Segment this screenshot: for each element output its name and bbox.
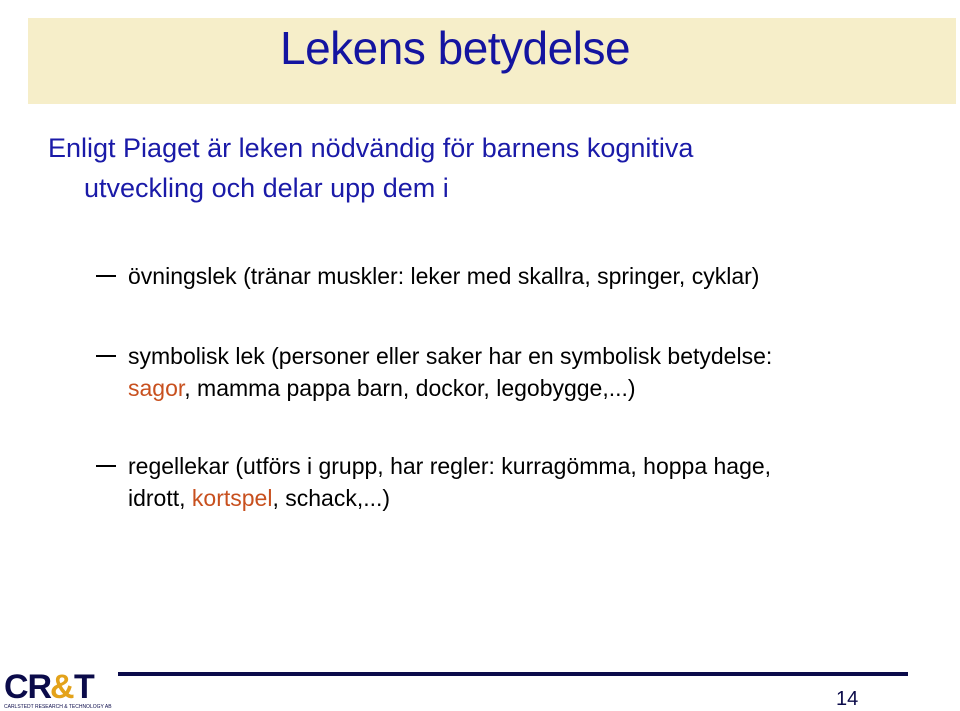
bullet-symbolisk-lek	[96, 340, 936, 404]
bullet-text-line-2	[96, 372, 936, 404]
svg-text:CARLSTEDT RESEARCH & TECHNOLOG: CARLSTEDT RESEARCH & TECHNOLOGY AB	[4, 704, 112, 710]
dash-bullet-icon	[96, 355, 116, 357]
intro-line-1: Enligt Piaget är leken nödvändig för barnens kognitiva	[48, 133, 694, 163]
bullet-regellekar	[96, 450, 936, 514]
dash-bullet-icon	[96, 275, 116, 277]
bullet-text-rest: , schack,...)	[272, 485, 391, 511]
crt-logo	[2, 666, 112, 710]
svg-text:T: T	[74, 668, 95, 706]
bullet-text: övningslek (tränar muskler: leker med skallra, springer, cyklar)	[128, 263, 760, 289]
intro-line-2: utveckling och delar upp dem i	[84, 173, 449, 203]
intro-paragraph	[48, 128, 928, 208]
footer-rule	[118, 672, 908, 676]
bullet-text-rest: , mamma pappa barn, dockor, legobygge,...)	[184, 375, 636, 401]
svg-text:&: &	[50, 668, 75, 706]
bullet-text-line-2	[96, 482, 936, 514]
highlight-sagor: sagor	[128, 375, 185, 401]
bullet-text-start: idrott,	[128, 485, 192, 511]
slide-title: Lekens betydelse	[280, 22, 631, 74]
bullet-text: symbolisk lek (personer eller saker har en symbolisk betydelse:	[128, 343, 773, 369]
bullet-text: regellekar (utförs i grupp, har regler: kurragömma, hoppa hage,	[128, 453, 772, 479]
dash-bullet-icon	[96, 465, 116, 467]
page-number: 14	[836, 688, 859, 710]
svg-text:CR: CR	[4, 668, 52, 706]
bullet-ovningslek	[96, 260, 936, 292]
highlight-kortspel: kortspel	[191, 485, 273, 511]
